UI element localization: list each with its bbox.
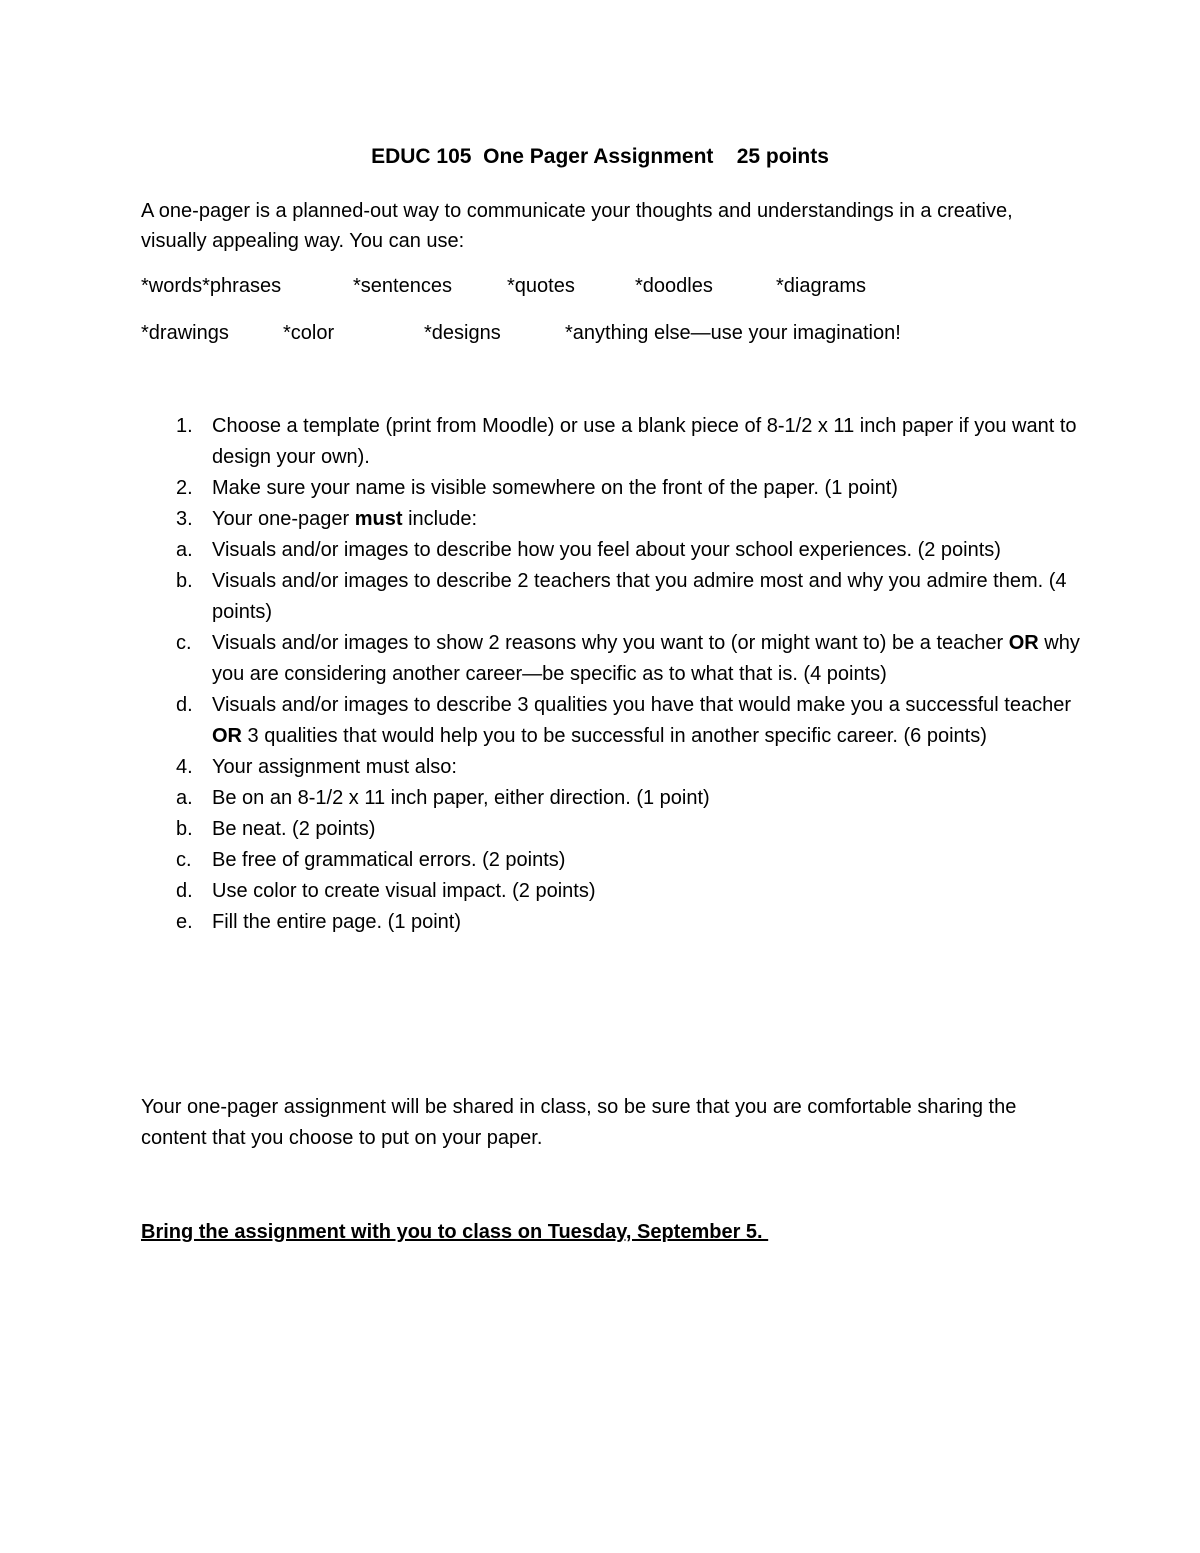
sub-list-item-text: Use color to create visual impact. (2 points)	[212, 880, 596, 902]
sub-list-item	[141, 535, 1081, 566]
sub-list-item	[141, 566, 1081, 628]
uses-list-row-1	[141, 271, 1101, 301]
list-item-text	[212, 508, 477, 530]
list-item	[141, 504, 1081, 535]
sub-list-letter: b.	[176, 570, 193, 592]
emphasis-text: OR	[1008, 632, 1039, 654]
sub-list-letter: c.	[176, 849, 192, 871]
list-number: 1.	[176, 415, 193, 437]
sub-list-letter: a.	[176, 787, 193, 809]
list-item	[141, 473, 1081, 504]
instructions-list	[141, 411, 1081, 938]
list-item	[141, 411, 1081, 473]
sub-list-item-text: Be free of grammatical errors. (2 points)	[212, 849, 566, 871]
sub-list-item-text: Visuals and/or images to describe 2 teachers that you admire most and why you admire them. (4 points)	[212, 570, 1067, 623]
list-number: 2.	[176, 477, 193, 499]
use-item: *color	[283, 322, 335, 344]
text-run: Visuals and/or images to show 2 reasons why you want to (or might want to) be a teacher	[212, 632, 1009, 654]
sub-list-letter: a.	[176, 539, 193, 561]
use-item: *drawings	[141, 322, 229, 344]
sub-list-item-text	[212, 632, 1080, 685]
sub-list-item	[141, 690, 1081, 752]
sub-list-item	[141, 907, 1081, 938]
use-item: *quotes	[507, 275, 575, 297]
sub-list-item	[141, 814, 1081, 845]
sub-list-item-text: Visuals and/or images to describe how you feel about your school experiences. (2 points)	[212, 539, 1001, 561]
sub-list-item-text: Be on an 8-1/2 x 11 inch paper, either direction. (1 point)	[212, 787, 710, 809]
text-run: include:	[402, 508, 478, 530]
document-title: EDUC 105 One Pager Assignment 25 points	[371, 145, 829, 168]
text-run: 3 qualities that would help you to be successful in another specific career. (6 points)	[242, 725, 987, 747]
uses-list-row-2	[141, 318, 1101, 348]
use-item: *designs	[424, 322, 501, 344]
sub-list-item-text	[212, 694, 1071, 747]
emphasis-text: OR	[212, 725, 242, 747]
text-run: Visuals and/or images to describe 3 qualities you have that would make you a successful teacher	[212, 694, 1072, 716]
list-item-text: Make sure your name is visible somewhere on the front of the paper. (1 point)	[212, 477, 898, 499]
emphasis-text: must	[354, 508, 403, 530]
text-run: why you are considering another career—be specific as to what that is. (4 points)	[212, 632, 1080, 685]
sub-list-letter: e.	[176, 911, 193, 933]
sub-list-item	[141, 845, 1081, 876]
use-item: *diagrams	[776, 275, 867, 297]
sub-list-item	[141, 628, 1081, 690]
closing-paragraph: Your one-pager assignment will be shared in class, so be sure that you are comfortable sharing the content that you choose to put on your paper.	[141, 1096, 1017, 1149]
sub-list-item	[141, 783, 1081, 814]
sub-list-letter: c.	[176, 632, 192, 654]
list-number: 3.	[176, 508, 193, 530]
use-item: *words*phrases	[141, 275, 282, 297]
text-run: Your one-pager	[212, 508, 355, 530]
sub-list-item-text: Fill the entire page. (1 point)	[212, 911, 462, 933]
intro-paragraph: A one-pager is a planned-out way to communicate your thoughts and understandings in a creative, visually appealing way. You can use:	[141, 200, 1013, 252]
sub-list-item-text: Be neat. (2 points)	[212, 818, 376, 840]
use-item: *sentences	[353, 275, 452, 297]
list-item-text: Choose a template (print from Moodle) or use a blank piece of 8-1/2 x 11 inch paper if you want to design your own).	[212, 415, 1077, 468]
due-date-note: Bring the assignment with you to class on Tuesday, September 5.	[141, 1221, 769, 1243]
list-item-text: Your assignment must also:	[212, 756, 457, 778]
sub-list-item	[141, 876, 1081, 907]
list-item	[141, 752, 1081, 783]
use-item: *doodles	[635, 275, 713, 297]
use-item: *anything else—use your imagination!	[565, 322, 901, 344]
sub-list-letter: b.	[176, 818, 193, 840]
sub-list-letter: d.	[176, 694, 193, 716]
sub-list-letter: d.	[176, 880, 193, 902]
list-number: 4.	[176, 756, 193, 778]
